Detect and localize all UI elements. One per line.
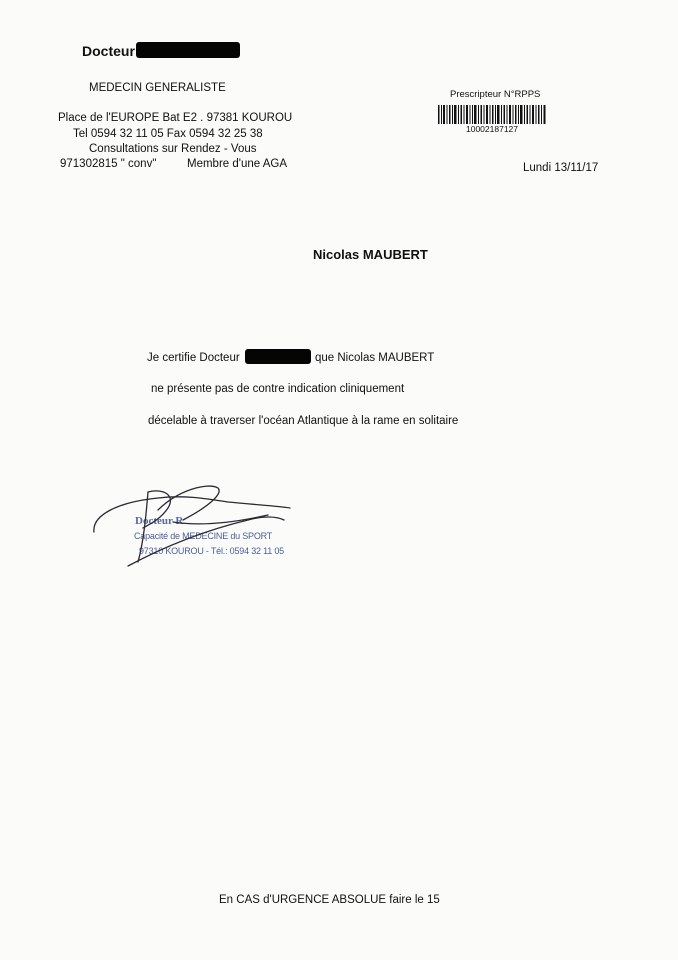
stamp-line-2: 97310 KOUROU - Tél.: 0594 32 11 05 (139, 546, 284, 556)
date: Lundi 13/11/17 (523, 162, 599, 174)
specialty: MEDECIN GENERALISTE (89, 82, 226, 94)
certify-line-2: ne présente pas de contre indication cliniquement (151, 383, 405, 395)
address: Place de l'EUROPE Bat E2 . 97381 KOUROU (58, 112, 293, 124)
phone-fax: Tel 0594 32 11 05 Fax 0594 32 25 38 (73, 128, 263, 140)
prescriber-label: Prescripteur N°RPPS (450, 89, 541, 100)
stamp-doctor: Docteur R (135, 515, 184, 527)
doctor-title: Docteur (82, 43, 135, 59)
handwritten-signature (88, 480, 298, 570)
emergency-footer: En CAS d'URGENCE ABSOLUE faire le 15 (219, 894, 440, 906)
rpps-barcode (438, 105, 546, 124)
patient-name: Nicolas MAUBERT (313, 247, 428, 262)
stamp-line-1: Capacité de MEDECINE du SPORT (134, 531, 273, 541)
certify-line-3: décelable à traverser l'océan Atlantique à la rame en solitaire (148, 415, 459, 427)
certify-line-prefix: Je certifie Docteur (147, 352, 240, 364)
certify-line-suffix: que Nicolas MAUBERT (315, 352, 435, 364)
redacted-doctor-name (136, 42, 240, 58)
rpps-number: 10002187127 (466, 124, 519, 134)
aga-membership: Membre d'une AGA (187, 158, 287, 170)
redacted-certifying-doctor (245, 349, 311, 364)
consultations: Consultations sur Rendez - Vous (89, 143, 257, 155)
conv-number: 971302815 " conv" (60, 158, 157, 170)
